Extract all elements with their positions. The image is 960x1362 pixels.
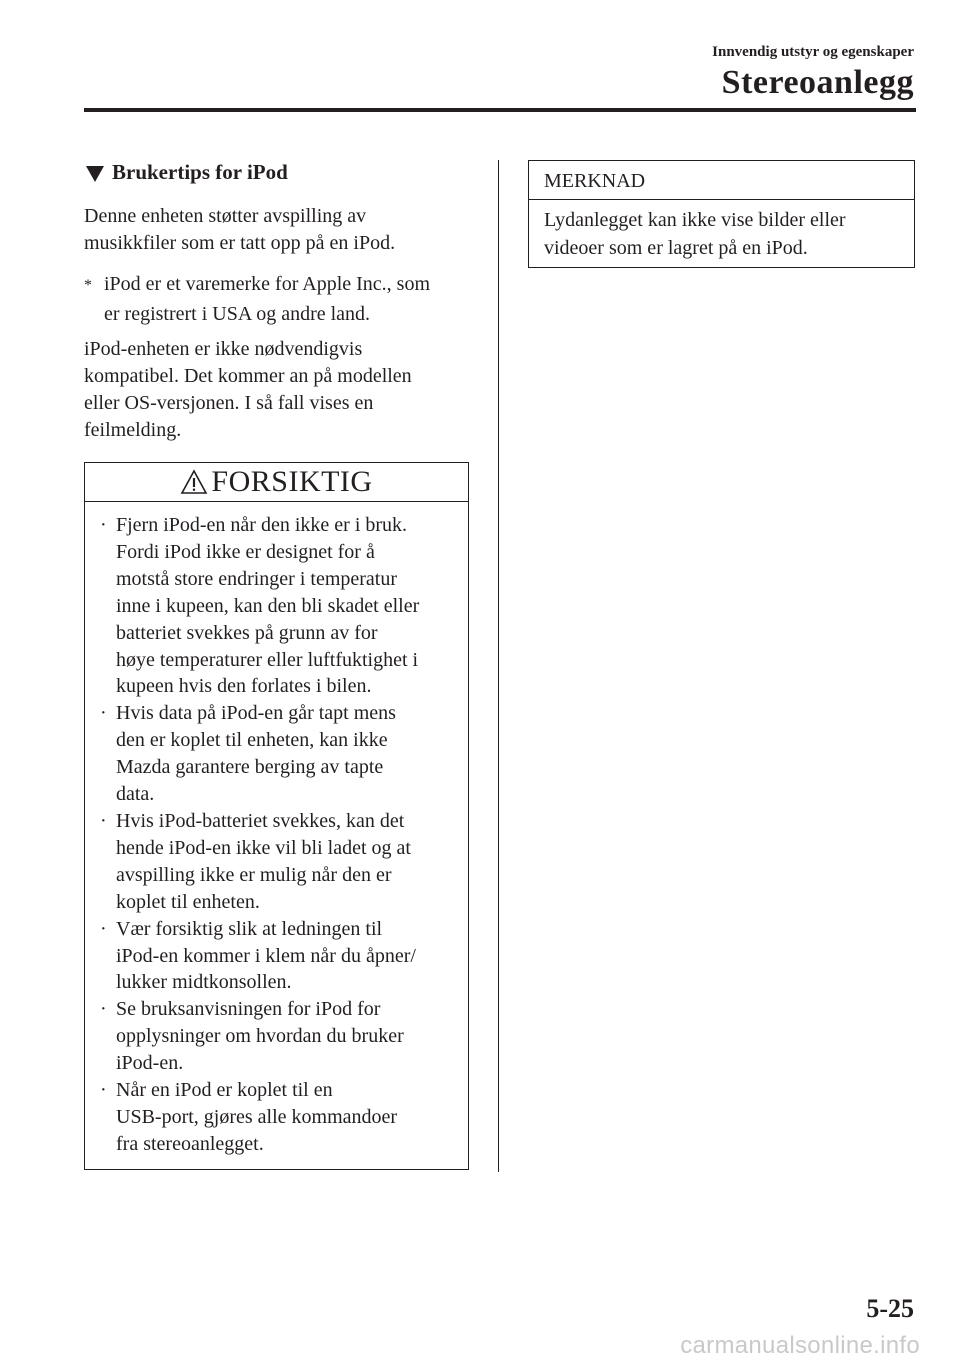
text-line: batteriet svekkes på grunn av for	[116, 621, 378, 644]
caution-list	[98, 512, 468, 1158]
text-line: Vær forsiktig slik at ledningen til	[116, 917, 383, 940]
text-line: lukker midtkonsollen.	[116, 971, 292, 994]
section-title: Stereoanlegg	[721, 64, 914, 101]
watermark: carmanualsonline.info	[680, 1332, 920, 1359]
trademark-note	[84, 270, 484, 328]
note-title: MERKNAD	[528, 160, 915, 200]
text-line: Når en iPod er koplet til en	[116, 1079, 333, 1102]
note-text	[544, 206, 904, 262]
bullet-icon: ·	[100, 998, 107, 1021]
triangle-bullet-icon	[86, 166, 104, 182]
text-line: er registrert i USA og andre land.	[104, 303, 371, 325]
text-line: kupeen hvis den forlates i bilen.	[116, 675, 372, 698]
text-line: Denne enheten støtter avspilling av	[84, 205, 367, 227]
list-item	[98, 700, 468, 808]
text-line: inne i kupeen, kan den bli skadet eller	[116, 594, 420, 617]
list-item	[98, 512, 468, 700]
text-line: Mazda garantere berging av tapte	[116, 756, 384, 779]
list-item	[98, 808, 468, 916]
header-rule	[84, 108, 916, 112]
asterisk-icon: *	[84, 277, 92, 294]
text-line: Lydanlegget kan ikke vise bilder eller	[544, 209, 846, 231]
text-line: høye temperaturer eller luftfuktighet i	[116, 648, 419, 671]
bullet-icon: ·	[100, 514, 107, 536]
text-line: koplet til enheten.	[116, 890, 260, 913]
text-line: feilmelding.	[84, 419, 182, 441]
text-line: Hvis iPod-batteriet svekkes, kan det	[116, 809, 405, 832]
text-line: iPod-en.	[116, 1052, 184, 1075]
text-line: avspilling ikke er mulig når den er	[116, 863, 392, 886]
text-line: iPod er et varemerke for Apple Inc., som	[104, 273, 431, 295]
column-divider	[498, 160, 499, 1172]
text-line: iPod-en kommer i klem når du åpner/	[116, 944, 416, 967]
text-line: opplysninger om hvordan du bruker	[116, 1025, 404, 1048]
text-line: musikkfiler som er tatt opp på en iPod.	[84, 232, 396, 254]
text-line: fra stereoanlegget.	[116, 1132, 264, 1155]
text-line: data.	[116, 783, 155, 806]
bullet-icon: ·	[100, 809, 107, 832]
text-line: iPod-enheten er ikke nødvendigvis	[84, 338, 363, 360]
compatibility-paragraph	[84, 336, 484, 444]
caution-title: FORSIKTIG	[211, 464, 373, 498]
text-line: Fordi iPod ikke er designet for å	[116, 540, 375, 563]
text-line: Hvis data på iPod-en går tapt mens	[116, 702, 396, 725]
text-line: hende iPod-en ikke vil bli ladet og at	[116, 836, 411, 859]
warning-triangle-icon	[180, 469, 208, 495]
caution-header	[84, 462, 469, 502]
text-line: kompatibel. Det kommer an på modellen	[84, 365, 412, 387]
text-line: Se bruksanvisningen for iPod for	[116, 998, 381, 1021]
list-item	[98, 1077, 468, 1158]
bullet-icon: ·	[100, 702, 107, 725]
subsection-heading-text: Brukertips for iPod	[112, 160, 288, 184]
text-line: den er koplet til enheten, kan ikke	[116, 729, 388, 752]
page-number: 5-25	[866, 1294, 914, 1323]
text-line: videoer som er lagret på en iPod.	[544, 237, 808, 259]
list-item	[98, 996, 468, 1077]
text-line: Fjern iPod-en når den ikke er i bruk.	[116, 514, 408, 536]
bullet-icon: ·	[100, 1079, 107, 1102]
subsection-heading	[86, 160, 288, 185]
text-line: motstå store endringer i temperatur	[116, 567, 398, 590]
text-line: eller OS-versjonen. I så fall vises en	[84, 392, 374, 414]
text-line: USB-port, gjøres alle kommandoer	[116, 1105, 398, 1128]
bullet-icon: ·	[100, 917, 107, 940]
list-item	[98, 916, 468, 997]
intro-paragraph	[84, 203, 484, 257]
chapter-title: Innvendig utstyr og egenskaper	[712, 44, 914, 60]
